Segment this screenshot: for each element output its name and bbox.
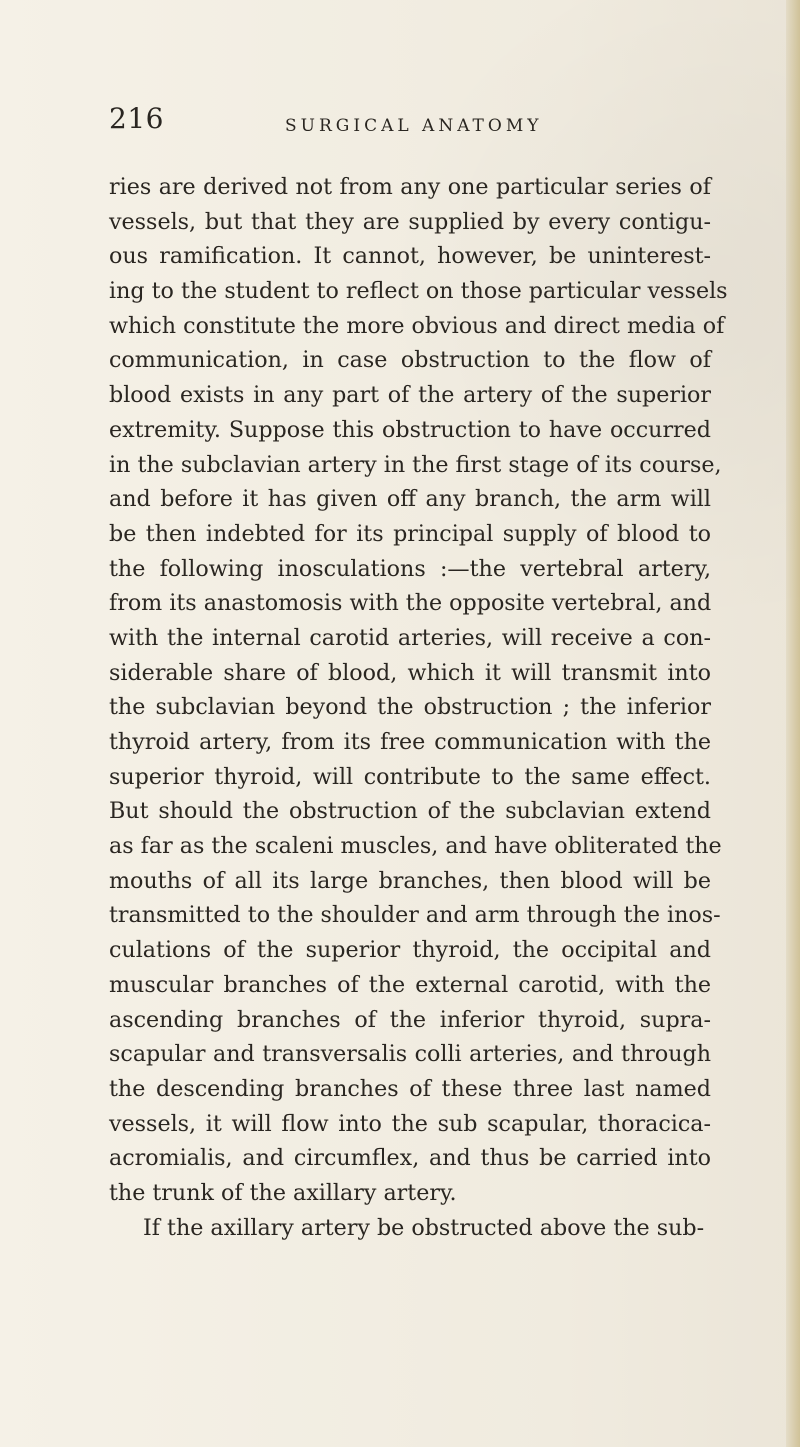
- page-header: [109, 104, 709, 144]
- running-title: SURGICAL ANATOMY: [285, 116, 543, 136]
- text-line: acromialis, and circumflex, and thus be carried into: [109, 1145, 711, 1172]
- text-line: scapular and transversalis colli arteries, and through: [109, 1041, 711, 1068]
- text-line: the descending branches of these three last named: [109, 1075, 711, 1102]
- text-line: ous ramification. It cannot, however, be uninterest-: [109, 243, 711, 270]
- text-line: vessels, it will flow into the sub scapular, thoracica-: [109, 1110, 711, 1137]
- page-edge-shadow: [786, 0, 800, 1447]
- text-line: and before it has given off any branch, the arm will: [109, 486, 711, 513]
- text-line: be then indebted for its principal supply of blood to: [109, 520, 711, 547]
- text-line: the trunk of the axillary artery.: [109, 1179, 457, 1206]
- text-line: extremity. Suppose this obstruction to have occurred: [109, 416, 711, 443]
- text-line: superior thyroid, will contribute to the same effect.: [109, 763, 711, 790]
- text-line: vessels, but that they are supplied by every contigu-: [109, 208, 711, 235]
- page-number: 216: [109, 102, 164, 135]
- text-line: the subclavian beyond the obstruction ; the inferior: [109, 694, 711, 721]
- body-text: [109, 170, 728, 1245]
- text-line: the following inosculations :—the vertebral artery,: [109, 555, 711, 582]
- text-line: thyroid artery, from its free communication with the: [109, 729, 711, 755]
- text-line: culations of the superior thyroid, the occipital and: [109, 937, 711, 964]
- text-line: mouths of all its large branches, then blood will be: [109, 867, 711, 894]
- text-line: with the internal carotid arteries, will receive a con-: [109, 624, 711, 651]
- text-line: ascending branches of the inferior thyroid, supra-: [109, 1006, 711, 1033]
- text-line: ries are derived not from any one particular series of: [109, 174, 711, 200]
- text-line: siderable share of blood, which it will transmit into: [109, 659, 711, 686]
- text-line: from its anastomosis with the opposite vertebral, and: [109, 590, 712, 617]
- text-line: muscular branches of the external carotid, with the: [109, 971, 711, 998]
- text-line: communication, in case obstruction to the flow of: [109, 347, 711, 374]
- text-line: But should the obstruction of the subclavian extend: [109, 798, 711, 825]
- text-line: in the subclavian artery in the first stage of its course,: [109, 451, 722, 478]
- text-line: which constitute the more obvious and direct media of: [109, 312, 725, 339]
- text-line: transmitted to the shoulder and arm through the inos-: [109, 902, 721, 929]
- text-line: as far as the scaleni muscles, and have obliterated the: [109, 833, 722, 860]
- text-line: ing to the student to reflect on those particular vessels: [109, 278, 728, 305]
- text-line: If the axillary artery be obstructed above the sub-: [143, 1214, 705, 1241]
- text-line: blood exists in any part of the artery of the superior: [109, 382, 711, 409]
